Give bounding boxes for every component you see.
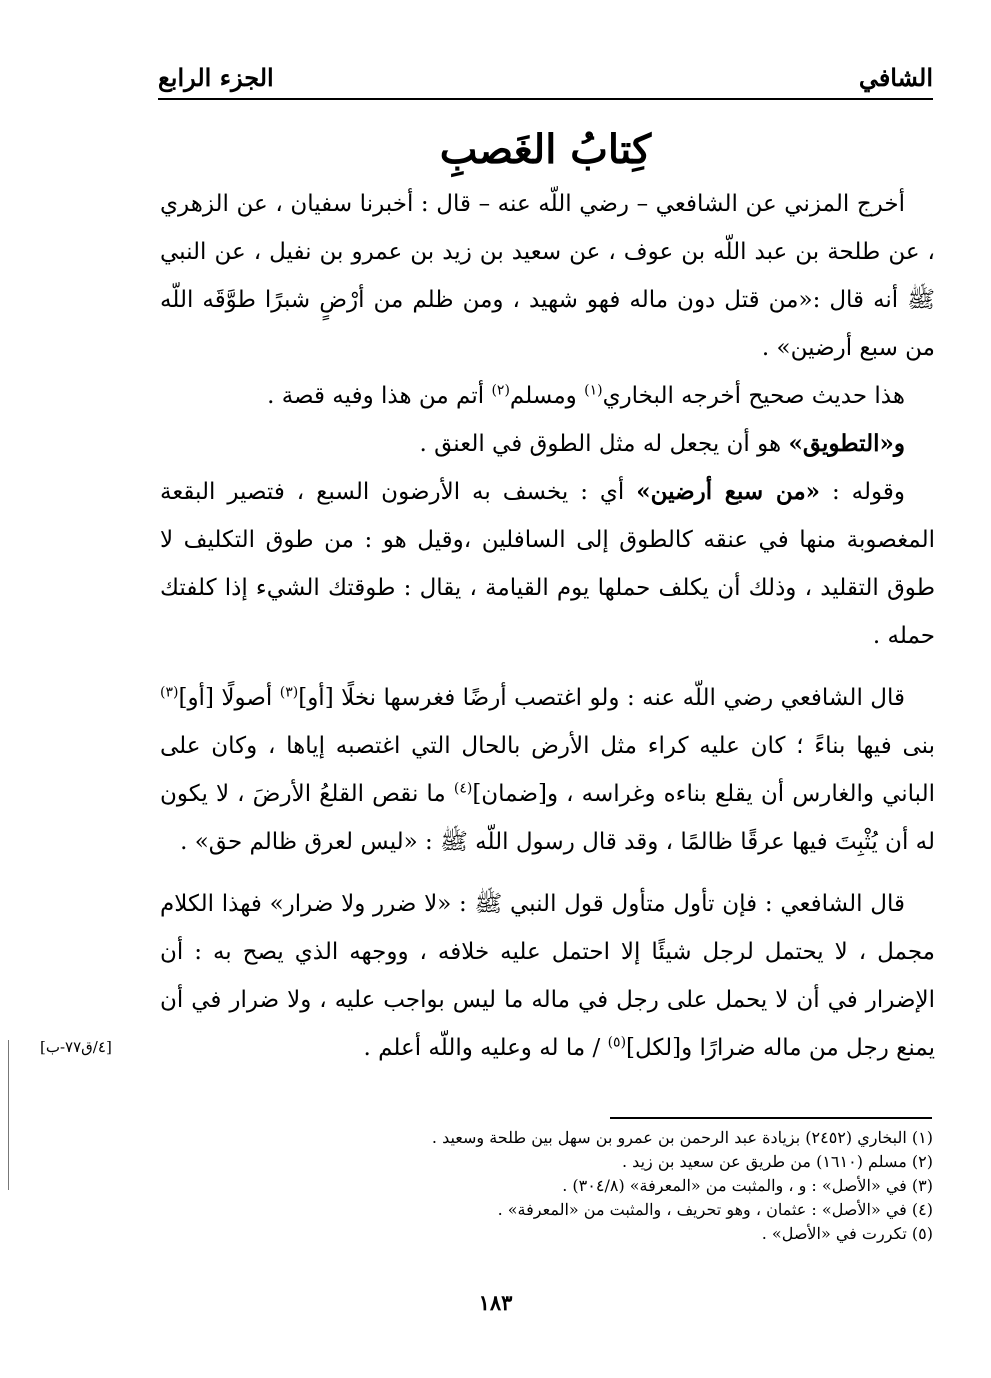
bold-term: «من سبع أرضين» [636,478,821,505]
header-book-title: الشافي [858,63,933,92]
main-text [160,180,935,1072]
paragraph-text: هو أن يجعل له مثل الطوق في العنق . [419,431,789,457]
paragraph-text: أتم من هذا وفيه قصة . [267,383,492,409]
paragraph-text: أي : يخسف به الأرضون السبع ، فتصير البقعة المغصوبة منها في عنقه كالطوق إلى السافلين ،وقيل هو : من طوق التكليف لا طوق التقليد ، وذلك أن يكلف حملها يوم القيامة ، يقال : طوقتك الشيء إذا كلفتك حمله . [160,479,935,649]
page-number: ١٨٣ [478,1290,513,1315]
footnote-item: (١) البخاري (٢٤٥٢) بزيادة عبد الرحمن بن عمرو بن سهل بين طلحة وسعيد . [431,1128,933,1147]
footnote-ref: (٣) [160,684,179,701]
paragraph-text: ما نقص القلعُ الأرضَ ، لا يكون له أن يُثْبِتَ فيها عرقًا ظالمًا ، وقد قال رسول اللّه ﷺ : «ليس لعرق ظالم حق» . [160,781,935,855]
scan-edge-line [8,1040,9,1190]
bold-term: و«التطويق» [788,430,905,457]
footnote-ref: (٣) [279,684,299,701]
paragraph-la-darar [160,880,935,1072]
paragraph-text: قال الشافعي رضي اللّه عنه : ولو اغتصب أرضًا فغرسها نخلًا [أو] [298,685,906,711]
running-header [158,52,933,92]
header-divider [158,98,933,100]
paragraph-text: قال الشافعي : فإن تأول متأول قول النبي ﷺ : «لا ضرر ولا ضرار» فهذا الكلام مجمل ، لا يحتمل لرجل شيئًا إلا احتمل عليه خلافه ، ووجهه الذي يصح به : أن الإضرار في أن لا يحمل على رجل في ماله ما ليس بواجب عليه ، ولا ضرار في أن يمنع رجل من ماله ضرارًا و[لكل] [160,891,935,1061]
paragraph-text: أخرج المزني عن الشافعي – رضي اللّه عنه – قال : أخبرنا سفيان ، عن الزهري ، عن طلحة بن عبد اللّه بن عوف ، عن سعيد بن زيد بن عمرو بن نفيل ، عن النبي ﷺ أنه قال :«من قتل دون ماله فهو شهيد ، ومن ظلم من أرْضٍ شبرًا طوَّقَه اللّه من سبع أرضين» . [160,191,935,361]
footnote-item: (٥) تكررت في «الأصل» . [761,1224,933,1243]
paragraph-text: هذا حديث صحيح أخرجه البخاري [602,383,905,409]
footnote-item: (٤) في «الأصل» : عثمان ، وهو تحريف ، والمثبت من «المعرفة» . [497,1200,933,1219]
paragraph-hadith [160,180,935,372]
paragraph-explanation [160,468,935,660]
paragraph-text: ومسلم [509,383,585,409]
paragraph-text: أصولًا [أو] [178,685,280,711]
paragraph-shafii-ruling [160,674,935,866]
chapter-title: كِتابُ الغَصبِ [439,126,652,173]
manuscript-folio-marker: [٤/ق٧٧-ب] [40,1038,112,1056]
footnote-ref: (٢) [491,382,510,399]
footnote-item: (٣) في «الأصل» : و ، والمثبت من «المعرفة» (٣٠٤/٨) . [562,1176,933,1195]
paragraph-grading [160,372,935,420]
header-volume: الجزء الرابع [158,63,274,92]
paragraph-text: بنى فيها بناءً ؛ كان عليه كراء مثل الأرض بالحال التي اغتصبه إياها ، وكان على الباني والغارس أن يقلع بناءه وغراسه ، و[ضمان] [160,733,935,807]
footnotes [300,1126,933,1246]
footnote-item: (٢) مسلم (١٦١٠) من طريق عن سعيد بن زيد . [622,1152,933,1171]
footnote-ref: (٤) [453,780,473,797]
paragraph-text: / ما له وعليه واللّه أعلم . [363,1035,608,1061]
footnote-ref: (١) [584,382,603,399]
paragraph-text: وقوله : [820,479,905,505]
paragraph-tatwiq [160,420,935,468]
footnote-divider [610,1117,932,1119]
footnote-ref: (٥) [607,1034,627,1051]
